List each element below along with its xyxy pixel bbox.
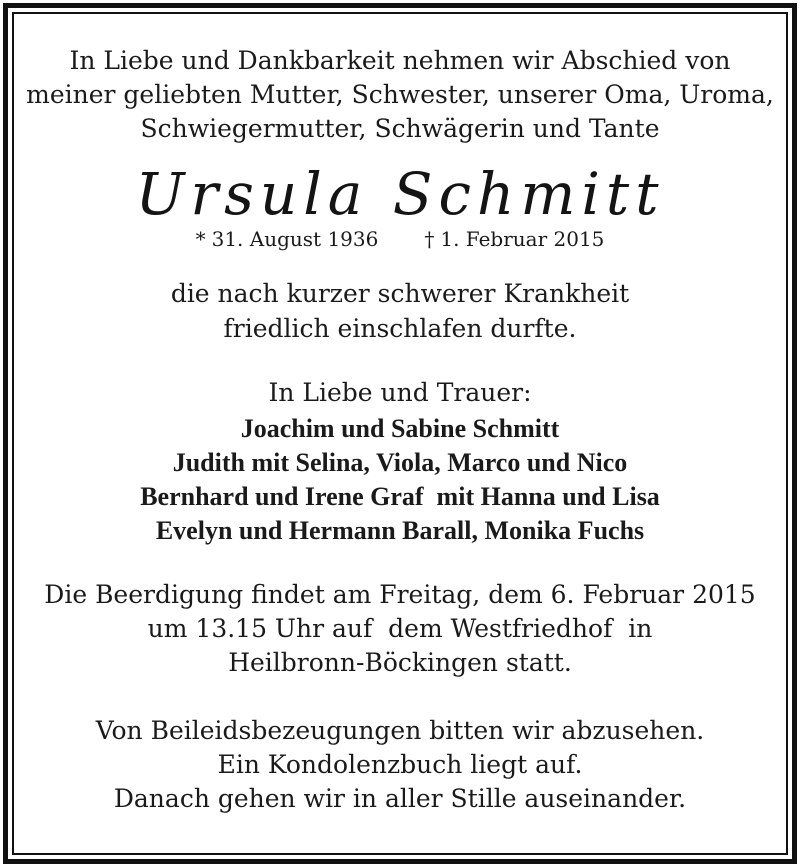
closing-line: Ein Kondolenzbuch liegt auf.	[217, 750, 583, 779]
intro-line: In Liebe und Dankbarkeit nehmen wir Abschied von	[69, 46, 731, 75]
closing-notes	[14, 714, 786, 816]
funeral-line: Heilbronn-Böckingen statt.	[228, 648, 572, 677]
obituary-notice	[14, 14, 786, 816]
mourner-line: Evelyn und Hermann Barall, Monika Fuchs	[155, 516, 645, 545]
closing-line: Von Beileidsbezeugungen bitten wir abzusehen.	[95, 716, 705, 745]
mourner-line: Joachim und Sabine Schmitt	[240, 414, 560, 443]
mourner-line: Judith mit Selina, Viola, Marco und Nico	[172, 448, 628, 477]
intro-line: meiner geliebten Mutter, Schwester, unserer Oma, Uroma,	[26, 80, 774, 109]
death-date: 1. Februar 2015	[440, 227, 605, 251]
death-cross-icon: †	[424, 227, 435, 251]
birth-star-icon: *	[195, 227, 206, 251]
tribute-line: friedlich einschlafen durfte.	[223, 314, 577, 343]
birth-date-group	[196, 226, 379, 252]
deceased-name: Ursula Schmitt	[135, 160, 665, 228]
mourning-label: In Liebe und Trauer:	[268, 378, 532, 407]
funeral-details	[14, 578, 786, 680]
mourner-line: Bernhard und Irene Graf mit Hanna und Lisa	[140, 482, 660, 511]
intro-text	[14, 44, 786, 146]
closing-line: Danach gehen wir in aller Stille auseinander.	[113, 784, 687, 813]
death-date-group	[424, 226, 604, 252]
tribute-text	[14, 276, 786, 346]
funeral-line: um 13.15 Uhr auf dem Westfriedhof in	[147, 614, 653, 643]
mourners-list	[14, 412, 786, 548]
intro-line: Schwiegermutter, Schwägerin und Tante	[140, 114, 660, 143]
funeral-line: Die Beerdigung findet am Freitag, dem 6. Februar 2015	[44, 580, 756, 609]
tribute-line: die nach kurzer schwerer Krankheit	[170, 279, 630, 308]
birth-date: 31. August 1936	[211, 227, 379, 251]
